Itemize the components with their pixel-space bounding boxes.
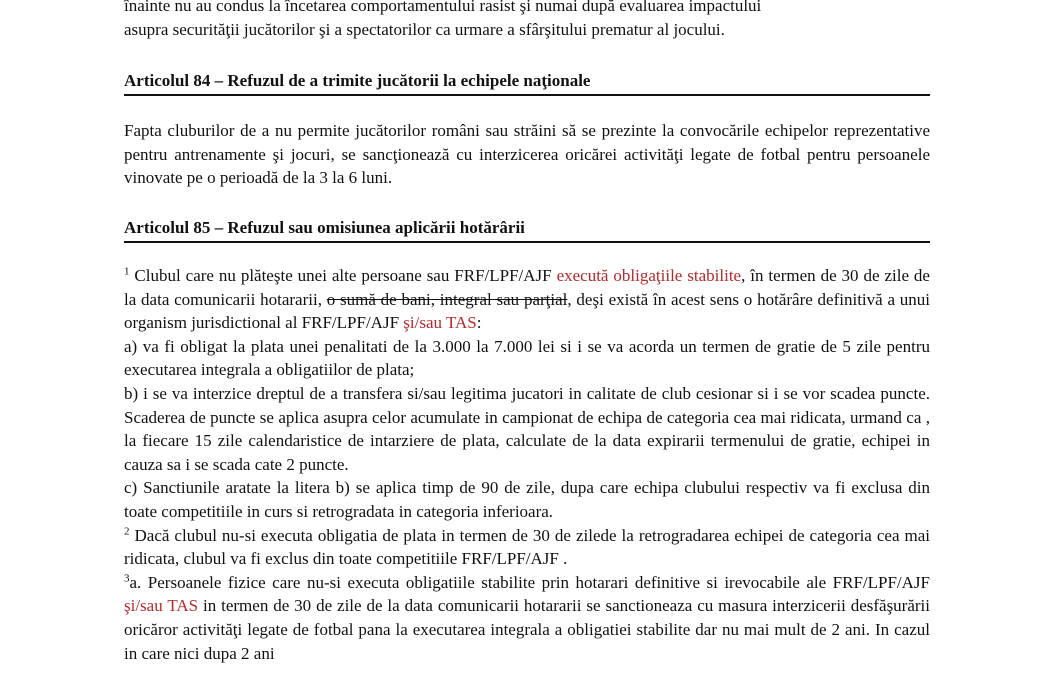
article-85-paragraph-3: [124, 571, 930, 665]
article-84-paragraph: Fapta cluburilor de a nu permite jucătorilor români sau străini să se prezinte la convocările echipelor reprezentative pentru antrenamente şi jocuri, se sancţionează cu interzicerea oricărei activităţi legate de fotbal pentru persoanele vinovate pe o perioadă de la 3 la 6 luni.: [124, 121, 930, 188]
footnote-1: 1: [124, 265, 130, 278]
item-c: c) Sanctiunile aratate la litera b) se aplica timp de 90 de zile, dupa care echipa clubului respectiv va fi exclusa din toate competitiile in curs si retrogradata in categoria inferioara.: [124, 478, 930, 521]
p1-text-2: , în termen de 30 de zile de la data comunicarii hotararii,: [124, 266, 930, 309]
article-85-paragraph-1: [124, 264, 930, 335]
p1-text-3: , deşi există în acest sens o hotărâre definitivă a unui organism jurisdictional al FRF/LPF/AJF: [124, 289, 931, 333]
footnote-3: 3: [124, 572, 130, 585]
p2-text: Dacă clubul nu-si executa obligatia de plata in termen de 30 de zilede la retrogradarea echipei de categoria cea mai ridicata, clubul va fi exclus din toate competitiile FRF/LPF/AJF .: [124, 525, 930, 569]
item-b: b) i se va interzice dreptul de a transfera si/sau legitima jucatori in calitate de club cesionar si i se vor scadea puncte. Scaderea de puncte se aplica asupra celor acumulate in campionat de echipa de categoria cea mai ridicata, urmand ca , la fiecare 15 zile calendaristice de intarziere de plata, calculate de la data expirarii termenului de gratie, echipei in cauza sa i se scada cate 2 puncte.: [124, 383, 930, 474]
p3-text-1: a. Persoanele fizice care nu-si executa obligatiile stabilite prin hotarari definitive si irevocabile ale FRF/LPF/AJF: [129, 572, 930, 592]
p1-text-4: :: [476, 313, 482, 333]
p3-red: şi/sau TAS: [124, 596, 199, 616]
p1-text-1: Clubul care nu plăteşte unei alte persoane sau FRF/LPF/AJF: [129, 266, 557, 285]
p1-red-2: şi/sau TAS: [403, 313, 477, 333]
intro-line-1: înainte nu au condus la încetarea comportamentului rasist şi numai după evaluarea impactului: [124, 0, 762, 15]
footnote-2: 2: [124, 524, 130, 537]
item-a: a) va fi obligat la plata unei penalitati de la 3.000 la 7.000 lei si i se va acorda un termen de gratie de 5 zile pentru executarea integrala a obligatiilor de plata;: [124, 336, 930, 380]
intro-paragraph: [124, 0, 930, 41]
p1-strike: o sumă de bani, integral sau parţial: [326, 289, 568, 309]
intro-line-2: asupra securităţii jucătorilor şi a spectatorilor ca urmare a sfârşitului prematur al jocului.: [124, 19, 725, 39]
p3-text-2: in termen de 30 de zile de la data comunicarii hotararii se sanctioneaza cu masura interzicerii desfăşurării oricăror activităţi legate de fotbal pana la executarea integrala a obligatiei stabilite dar nu mai mult de 2 ani. In cazul in care nici dupa 2 ani: [124, 596, 930, 663]
article-85-heading: Articolul 85 – Refuzul sau omisiunea aplicării hotărârii: [124, 217, 930, 243]
article-85-body: [124, 264, 930, 665]
article-84-body: [124, 119, 930, 190]
p1-red-1: execută obligaţiile stabilite: [556, 266, 742, 285]
article-84-heading: Articolul 84 – Refuzul de a trimite jucătorii la echipele naţionale: [124, 70, 930, 96]
article-85-paragraph-2: [124, 524, 930, 571]
